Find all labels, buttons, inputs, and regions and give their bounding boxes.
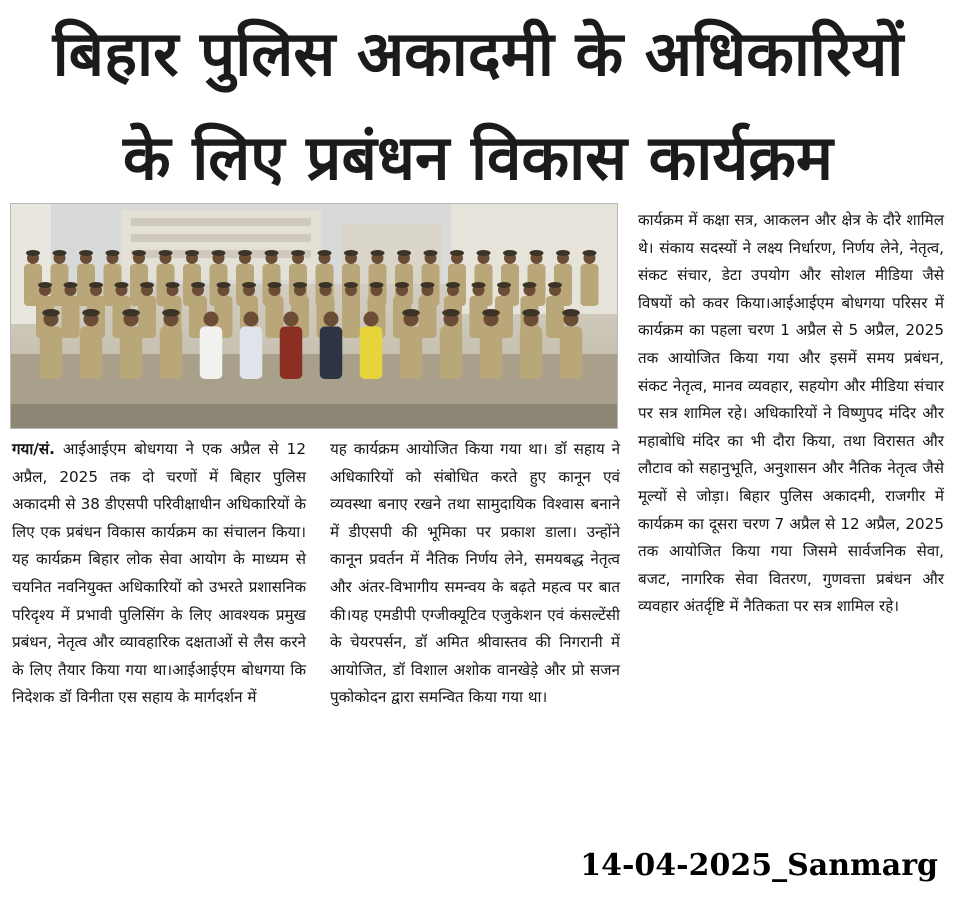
article-column-1-text: आईआईएम बोधगया ने एक अप्रैल से 12 अप्रैल, 2025 तक दो चरणों में बिहार पुलिस अकादमी से 38 डीएसपी परिवीक्षाधीन अधिकारियों के लिए एक प्रबंधन विकास कार्यक्रम का संचालन किया। यह कार्यक्रम बिहार लोक सेवा आयोग के माध्यम से चयनित नवनियुक्त अधिकारियों को उभरते प्रशासनिक परिदृश्य में प्रभावी पुलिसिंग के लिए आवश्यक प्रमुख प्रबंधन, नेतृत्व और व्यावहारिक दक्षताओं से लैस करने के लिए तैयार किया गया था।आईआईएम बोधगया कि निदेशक डॉ विनीता एस सहाय के मार्गदर्शन में (12, 440, 306, 707)
dateline: गया/सं. (12, 440, 55, 458)
group-photo-illustration (11, 204, 617, 428)
article-column-2: यह कार्यक्रम आयोजित किया गया था। डॉ सहाय ने अधिकारियों को संबोधित करते हुए कानून एवं व्यवस्था बनाए रखने तथा सामुदायिक विश्वास बनाने में डीएसपी की भूमिका पर प्रकाश डाला। उन्होंने कानून प्रवर्तन में नैतिक निर्णय लेने, समयबद्ध नेतृत्व और अंतर-विभागीय समन्वय के बढ़ते महत्व पर बात की।यह एमडीपी एग्जीक्यूटिव एजुकेशन एवं कंसल्टेंसी के चेयरपर्सन, डॉ अमित श्रीवास्तव की निगरानी में आयोजित, डॉ विशाल अशोक वानखेड़े और प्रो सजन पुकोकोदन द्वारा समन्वित किया गया था। (330, 440, 620, 707)
headline-line-1: बिहार पुलिस अकादमी के अधिकारियों (52, 17, 904, 90)
headline-line-2: के लिए प्रबंधन विकास कार्यक्रम (123, 121, 833, 194)
source-dateline: 14-04-2025_Sanmarg (580, 848, 938, 883)
article-column-3: कार्यक्रम में कक्षा सत्र, आकलन और क्षेत्र के दौरे शामिल थे। संकाय सदस्यों ने लक्ष्य निर्धारण, निर्णय लेने, नेतृत्व, संकट संचार, डेटा उपयोग और सोशल मीडिया जैसे विषयों को कवर किया।आईआईएम बोधगया परिसर में कार्यक्रम का पहला चरण 1 अप्रैल से 5 अप्रैल, 2025 तक आयोजित किया गया और इसमें समय प्रबंधन, संकट नेतृत्व, मानव व्यवहार, सहयोग और मीडिया संचार पर सत्र शामिल रहे। अधिकारियों ने विष्णुपद मंदिर और महाबोधि मंदिर का भी दौरा किया, तथा विरासत और लौटाव को सहानुभूति, अनुशासन और नैतिक नेतृत्व जैसे मूल्यों से जोड़ा। बिहार पुलिस अकादमी, राजगीर में कार्यक्रम का दूसरा चरण 7 अप्रैल से 12 अप्रैल, 2025 तक आयोजित किया गया जिसमे सार्वजनिक सेवा, बजट, नागरिक सेवा वितरण, गुणवत्ता प्रबंधन और व्यवहार अंतर्दृष्टि में नैतिकता पर सत्र शामिल रहे। (638, 211, 944, 616)
group-photo (10, 203, 618, 429)
article-column-1 (12, 436, 306, 712)
